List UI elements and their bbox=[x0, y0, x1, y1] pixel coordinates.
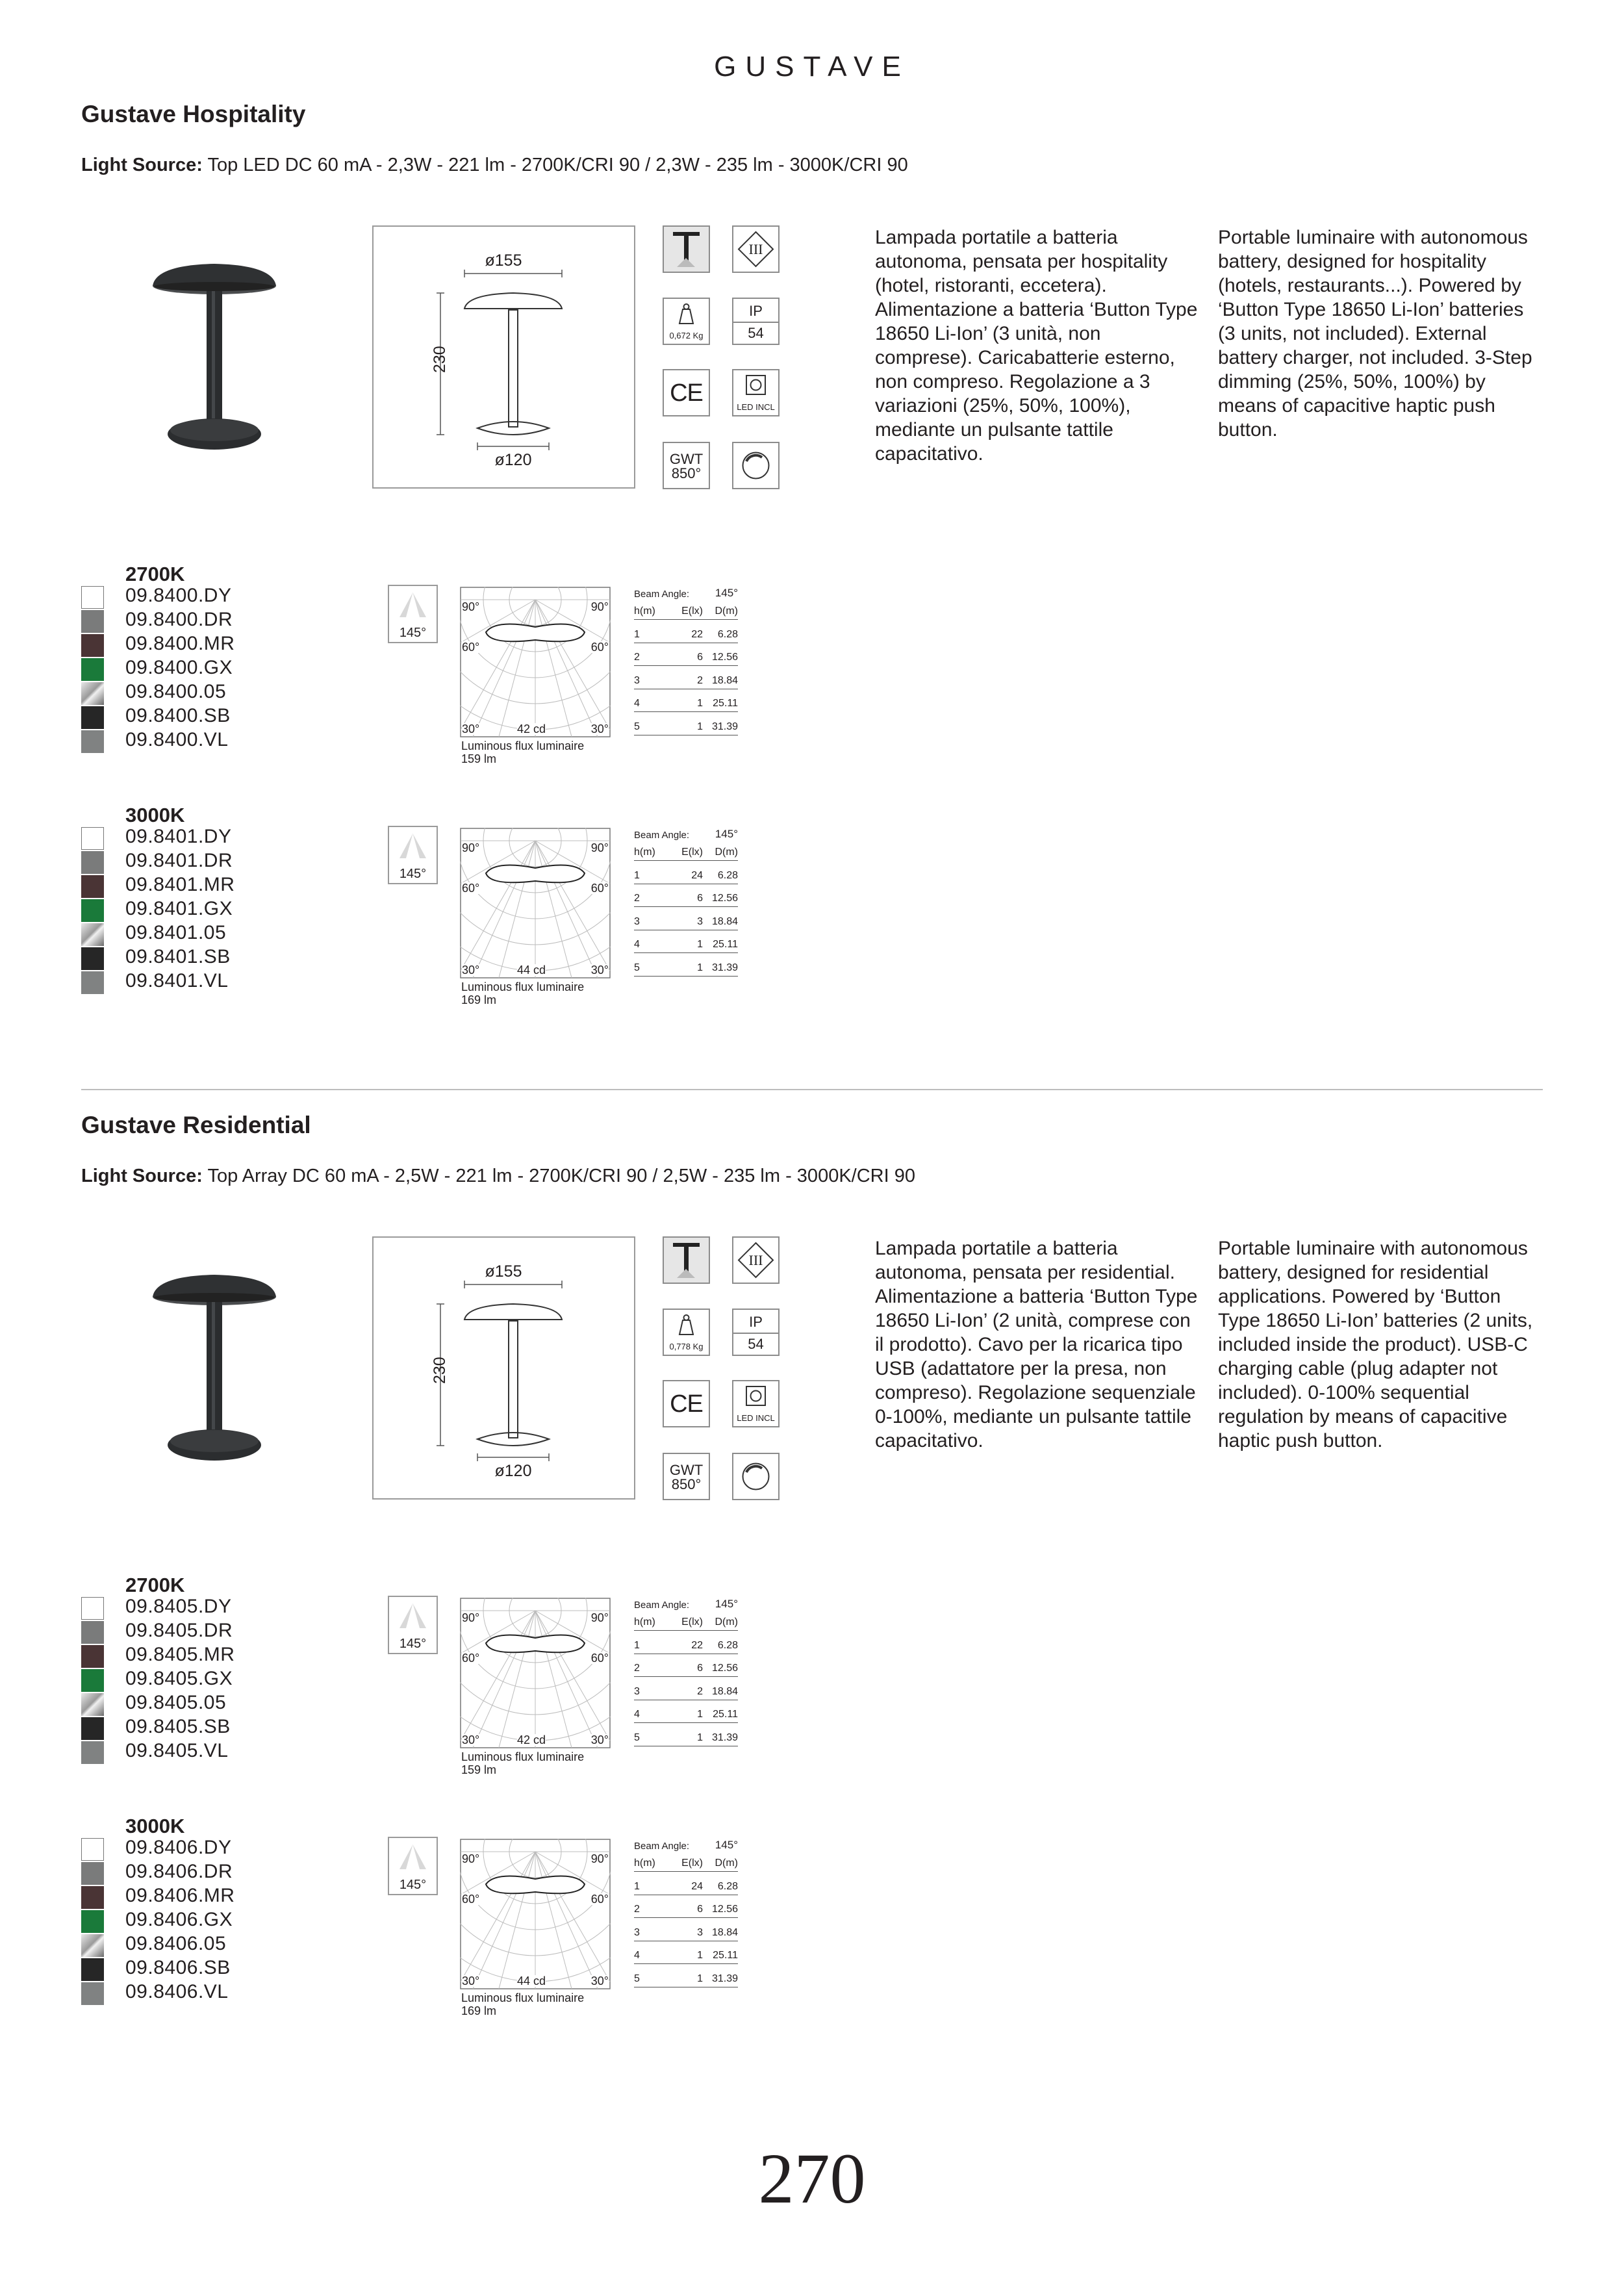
beam-table: Beam Angle: 145° h(m) E(lx) D(m) 1 24 6.28 2 6 12.56 3 3 18.84 4 1 25.11 5 1 31.39 bbox=[634, 823, 738, 977]
product-code: 09.8406.SB bbox=[125, 1957, 231, 1978]
product-code: 09.8400.SB bbox=[125, 705, 231, 726]
product-code: 09.8406.GX bbox=[125, 1909, 233, 1930]
beam-table-cell: 6 bbox=[697, 1663, 703, 1674]
beam-table-cell: 31.39 bbox=[711, 1973, 738, 1984]
luminous-flux: Luminous flux luminaire 159 lm bbox=[461, 739, 585, 765]
brand-title: GUSTAVE bbox=[714, 51, 910, 83]
beam-table-cell: 2 bbox=[634, 652, 640, 663]
beam-table-cell: 2 bbox=[634, 1904, 640, 1915]
beam-table-cell: 22 bbox=[691, 628, 703, 640]
beam-table-cell: 31.39 bbox=[711, 721, 738, 732]
beam-table-cell: 25.11 bbox=[713, 1709, 738, 1720]
luminous-flux: Luminous flux luminaire 159 lm bbox=[461, 1750, 585, 1776]
beam-angle-icon: 145° bbox=[388, 1596, 438, 1654]
finish-swatch bbox=[81, 1645, 104, 1668]
beam-table-cell: 25.11 bbox=[713, 939, 738, 950]
beam-table-cell: 2 bbox=[634, 893, 640, 904]
beam-table-cell: 25.11 bbox=[713, 698, 738, 709]
beam-table-cell: 12.56 bbox=[711, 893, 738, 904]
beam-table-cell: 18.84 bbox=[711, 1926, 738, 1938]
beam-table-cell: 2 bbox=[697, 1685, 703, 1697]
beam-table-cell: 22 bbox=[691, 1639, 703, 1651]
finish-swatch bbox=[81, 851, 104, 874]
finish-swatch bbox=[81, 586, 104, 609]
dimension-drawing bbox=[372, 1236, 635, 1500]
description-italian: Lampada portatile a batteria autonoma, pensata per residential. Alimentazione a batteria ‘Button Type 18650 Li-Ion’ (2 unità, comprese con il prodotto). Cavo per la ricarica tipo USB (adattatore per la presa, non compreso). Regolazione sequenziale 0-100%, mediante un pulsante tattile capacitativo. bbox=[875, 1238, 1198, 1451]
class-iii-icon bbox=[732, 1236, 780, 1284]
beam-table-row bbox=[634, 884, 738, 908]
product-code: 09.8405.DR bbox=[125, 1620, 233, 1641]
ce-mark-icon: CE bbox=[663, 1380, 710, 1427]
beam-table-row bbox=[634, 620, 738, 643]
beam-table-row bbox=[634, 1654, 738, 1678]
dim-bottom-diameter: ø120 bbox=[494, 1462, 532, 1480]
beam-table: Beam Angle: 145° h(m) E(lx) D(m) 1 22 6.28 2 6 12.56 3 2 18.84 4 1 25.11 5 1 31.39 bbox=[634, 582, 738, 735]
finish-swatch bbox=[81, 899, 104, 922]
beam-table-cell: 18.84 bbox=[711, 674, 738, 686]
section-divider bbox=[81, 1089, 1543, 1090]
beam-table-cell: 6.28 bbox=[717, 1639, 738, 1651]
finish-swatch bbox=[81, 1886, 104, 1909]
lamp-image bbox=[149, 1271, 279, 1479]
polar-diagram: 90° 90° 60° 60° 30° 44 cd 30° bbox=[460, 1839, 611, 1993]
beam-table-cell: 1 bbox=[697, 1731, 703, 1743]
beam-table-cell: 31.39 bbox=[711, 962, 738, 973]
beam-table-cell: 6.28 bbox=[717, 628, 738, 640]
beam-table-row bbox=[634, 1964, 738, 1987]
beam-table-row bbox=[634, 907, 738, 930]
beam-table-cell: 1 bbox=[697, 698, 703, 709]
beam-table-cell: 12.56 bbox=[711, 1663, 738, 1674]
product-code: 09.8406.05 bbox=[125, 1933, 227, 1954]
finish-swatch bbox=[81, 1741, 104, 1764]
beam-table-row bbox=[634, 1700, 738, 1724]
beam-table-row bbox=[634, 1941, 738, 1965]
product-code: 09.8401.VL bbox=[125, 970, 229, 991]
product-code: 09.8400.VL bbox=[125, 729, 229, 750]
beam-table-row bbox=[634, 953, 738, 977]
beam-table-cell: 1 bbox=[634, 869, 640, 881]
finish-swatch bbox=[81, 1669, 104, 1692]
beam-table-cell: 1 bbox=[697, 1950, 703, 1961]
beam-table-row bbox=[634, 666, 738, 689]
beam-table: Beam Angle: 145° h(m) E(lx) D(m) 1 22 6.28 2 6 12.56 3 2 18.84 4 1 25.11 5 1 31.39 bbox=[634, 1593, 738, 1746]
finish-swatch bbox=[81, 610, 104, 633]
dimmable-icon bbox=[732, 1453, 780, 1500]
beam-table-cell: 4 bbox=[634, 939, 640, 950]
polar-diagram: 90° 90° 60° 60° 30° 42 cd 30° bbox=[460, 1598, 611, 1752]
beam-table-cell: 5 bbox=[634, 721, 640, 732]
finish-swatch bbox=[81, 1910, 104, 1933]
beam-table-cell: 6.28 bbox=[717, 1880, 738, 1892]
color-temperature: 2700K bbox=[125, 1574, 185, 1596]
led-included-icon: LED INCL bbox=[732, 369, 780, 416]
beam-table-row bbox=[634, 689, 738, 713]
beam-angle-icon: 145° bbox=[388, 826, 438, 884]
beam-table-cell: 18.84 bbox=[711, 1685, 738, 1697]
beam-table-row bbox=[634, 1723, 738, 1746]
beam-table-cell: 1 bbox=[634, 1880, 640, 1892]
beam-table-cell: 3 bbox=[634, 915, 640, 927]
beam-table-cell: 6 bbox=[697, 893, 703, 904]
finish-swatch bbox=[81, 971, 104, 994]
color-temperature: 3000K bbox=[125, 804, 185, 826]
beam-table-cell: 24 bbox=[691, 1880, 703, 1892]
section-title: Gustave Residential bbox=[81, 1112, 311, 1138]
dimmable-icon bbox=[732, 442, 780, 489]
beam-table: Beam Angle: 145° h(m) E(lx) D(m) 1 24 6.28 2 6 12.56 3 3 18.84 4 1 25.11 5 1 31.39 bbox=[634, 1834, 738, 1987]
product-code: 09.8401.SB bbox=[125, 946, 231, 967]
finish-swatch bbox=[81, 947, 104, 970]
product-code: 09.8405.DY bbox=[125, 1596, 232, 1617]
section-title: Gustave Hospitality bbox=[81, 101, 306, 127]
finish-swatch bbox=[81, 634, 104, 657]
dim-top-diameter: ø155 bbox=[485, 251, 522, 270]
beam-table-cell: 4 bbox=[634, 698, 640, 709]
beam-angle-icon: 145° bbox=[388, 1837, 438, 1895]
beam-angle-icon: 145° bbox=[388, 585, 438, 643]
weight-icon: 0,672 Kg bbox=[663, 298, 710, 345]
product-code: 09.8400.DR bbox=[125, 609, 233, 630]
beam-table-row bbox=[634, 1631, 738, 1654]
beam-table-cell: 1 bbox=[697, 721, 703, 732]
beam-table-row bbox=[634, 1918, 738, 1941]
ce-mark-icon: CE bbox=[663, 369, 710, 416]
finish-swatch bbox=[81, 1717, 104, 1740]
product-code: 09.8405.MR bbox=[125, 1644, 235, 1665]
glow-wire-test-icon: GWT 850° bbox=[663, 442, 710, 489]
weight-icon: 0,778 Kg bbox=[663, 1309, 710, 1356]
beam-table-cell: 6.28 bbox=[717, 869, 738, 881]
product-code: 09.8400.05 bbox=[125, 681, 227, 702]
beam-table-cell: 5 bbox=[634, 1973, 640, 1984]
beam-table-cell: 4 bbox=[634, 1950, 640, 1961]
beam-table-cell: 1 bbox=[697, 1973, 703, 1984]
beam-table-cell: 1 bbox=[697, 962, 703, 973]
finish-swatch bbox=[81, 1958, 104, 1981]
product-code: 09.8400.DY bbox=[125, 585, 232, 606]
finish-swatch bbox=[81, 682, 104, 705]
finish-swatch bbox=[81, 923, 104, 946]
beam-table-cell: 12.56 bbox=[711, 652, 738, 663]
beam-table-row bbox=[634, 643, 738, 667]
color-temperature: 3000K bbox=[125, 1815, 185, 1837]
finish-swatch bbox=[81, 730, 104, 753]
dim-height: 230 bbox=[431, 1357, 449, 1384]
beam-table-cell: 3 bbox=[634, 674, 640, 686]
light-source: Light Source: Top LED DC 60 mA - 2,3W - 221 lm - 2700K/CRI 90 / 2,3W - 235 lm - 3000K/CRI 90 bbox=[81, 155, 908, 175]
beam-table-cell: 31.39 bbox=[711, 1731, 738, 1743]
finish-swatch bbox=[81, 1621, 104, 1644]
light-source: Light Source: Top Array DC 60 mA - 2,5W - 221 lm - 2700K/CRI 90 / 2,5W - 235 lm - 3000K/CRI 90 bbox=[81, 1166, 915, 1186]
finish-swatch bbox=[81, 1597, 104, 1620]
product-code: 09.8405.05 bbox=[125, 1692, 227, 1713]
product-code: 09.8406.MR bbox=[125, 1885, 235, 1906]
beam-table-cell: 5 bbox=[634, 1731, 640, 1743]
dim-height: 230 bbox=[431, 346, 449, 373]
dim-bottom-diameter: ø120 bbox=[494, 451, 532, 469]
beam-table-cell: 25.11 bbox=[713, 1950, 738, 1961]
beam-table-cell: 1 bbox=[634, 1639, 640, 1651]
beam-table-cell: 3 bbox=[697, 1926, 703, 1938]
beam-table-row bbox=[634, 1895, 738, 1919]
polar-diagram: 90° 90° 60° 60° 30° 42 cd 30° bbox=[460, 587, 611, 741]
product-code: 09.8401.DY bbox=[125, 826, 232, 847]
dim-top-diameter: ø155 bbox=[485, 1262, 522, 1281]
product-code: 09.8406.DY bbox=[125, 1837, 232, 1858]
product-code: 09.8401.05 bbox=[125, 922, 227, 943]
product-code: 09.8400.GX bbox=[125, 657, 233, 678]
product-code: 09.8401.GX bbox=[125, 898, 233, 919]
beam-table-row bbox=[634, 861, 738, 884]
finish-swatch bbox=[81, 875, 104, 898]
finish-swatch bbox=[81, 827, 104, 850]
product-code: 09.8405.GX bbox=[125, 1668, 233, 1689]
svg-text:III: III bbox=[748, 1252, 763, 1268]
description-english: Portable luminaire with autonomous battery, designed for residential applications. Powered by ‘Button Type 18650 Li-Ion’ batteries (2 units, included inside the product). USB-C charging cable (plug adapter not included). 0-100% sequential regulation by means of capacitive haptic push button. bbox=[1218, 1238, 1533, 1451]
beam-table-row bbox=[634, 712, 738, 735]
finish-swatch bbox=[81, 1862, 104, 1885]
product-code: 09.8405.SB bbox=[125, 1716, 231, 1737]
beam-table-cell: 2 bbox=[634, 1663, 640, 1674]
ip-rating-icon: IP 54 bbox=[732, 1309, 780, 1356]
product-code: 09.8406.DR bbox=[125, 1861, 233, 1882]
glow-wire-test-icon: GWT 850° bbox=[663, 1453, 710, 1500]
lamp-image bbox=[149, 260, 279, 468]
beam-table-cell: 12.56 bbox=[711, 1904, 738, 1915]
beam-table-cell: 2 bbox=[697, 674, 703, 686]
table-lamp-type-icon bbox=[663, 225, 710, 273]
svg-text:III: III bbox=[748, 241, 763, 257]
finish-swatch bbox=[81, 1693, 104, 1716]
luminous-flux: Luminous flux luminaire 169 lm bbox=[461, 980, 585, 1006]
class-iii-icon bbox=[732, 225, 780, 273]
beam-table-cell: 5 bbox=[634, 962, 640, 973]
color-temperature: 2700K bbox=[125, 563, 185, 585]
product-code: 09.8401.MR bbox=[125, 874, 235, 895]
dimension-drawing bbox=[372, 225, 635, 489]
beam-table-row bbox=[634, 1872, 738, 1895]
finish-swatch bbox=[81, 1982, 104, 2005]
beam-table-cell: 1 bbox=[697, 939, 703, 950]
description-italian: Lampada portatile a batteria autonoma, pensata per hospitality (hotel, ristoranti, eccetera). Alimentazione a batteria ‘Button Type 18650 Li-Ion’ (3 unità, non comprese). Caricabatterie esterno, non compreso. Regolazione a 3 variazioni (25%, 50%, 100%), mediante un pulsante tattile capacitativo. bbox=[875, 227, 1198, 465]
beam-table-cell: 1 bbox=[697, 1709, 703, 1720]
finish-swatch bbox=[81, 706, 104, 729]
beam-table-cell: 24 bbox=[691, 869, 703, 881]
finish-swatch bbox=[81, 1934, 104, 1957]
beam-table-row bbox=[634, 930, 738, 954]
beam-table-cell: 6 bbox=[697, 652, 703, 663]
product-code: 09.8400.MR bbox=[125, 633, 235, 654]
beam-table-cell: 3 bbox=[634, 1685, 640, 1697]
finish-swatch bbox=[81, 658, 104, 681]
page-number: 270 bbox=[758, 2139, 866, 2218]
product-code: 09.8405.VL bbox=[125, 1740, 229, 1761]
description-english: Portable luminaire with autonomous battery, designed for hospitality (hotels, restaurants...). Powered by ‘Button Type 18650 Li-Ion’ batteries (3 units, not included). External battery charger, not included. 3-Step dimming (25%, 50%, 100%) by means of capacitive haptic push button. bbox=[1218, 227, 1532, 441]
beam-table-cell: 4 bbox=[634, 1709, 640, 1720]
polar-diagram: 90° 90° 60° 60° 30° 44 cd 30° bbox=[460, 828, 611, 982]
beam-table-row bbox=[634, 1677, 738, 1700]
product-code: 09.8401.DR bbox=[125, 850, 233, 871]
beam-table-cell: 18.84 bbox=[711, 915, 738, 927]
beam-table-cell: 1 bbox=[634, 628, 640, 640]
beam-table-cell: 3 bbox=[697, 915, 703, 927]
beam-table-cell: 3 bbox=[634, 1926, 640, 1938]
finish-swatch bbox=[81, 1838, 104, 1861]
product-code: 09.8406.VL bbox=[125, 1981, 229, 2002]
beam-table-cell: 6 bbox=[697, 1904, 703, 1915]
ip-rating-icon: IP 54 bbox=[732, 298, 780, 345]
table-lamp-type-icon bbox=[663, 1236, 710, 1284]
luminous-flux: Luminous flux luminaire 169 lm bbox=[461, 1991, 585, 2017]
led-included-icon: LED INCL bbox=[732, 1380, 780, 1427]
